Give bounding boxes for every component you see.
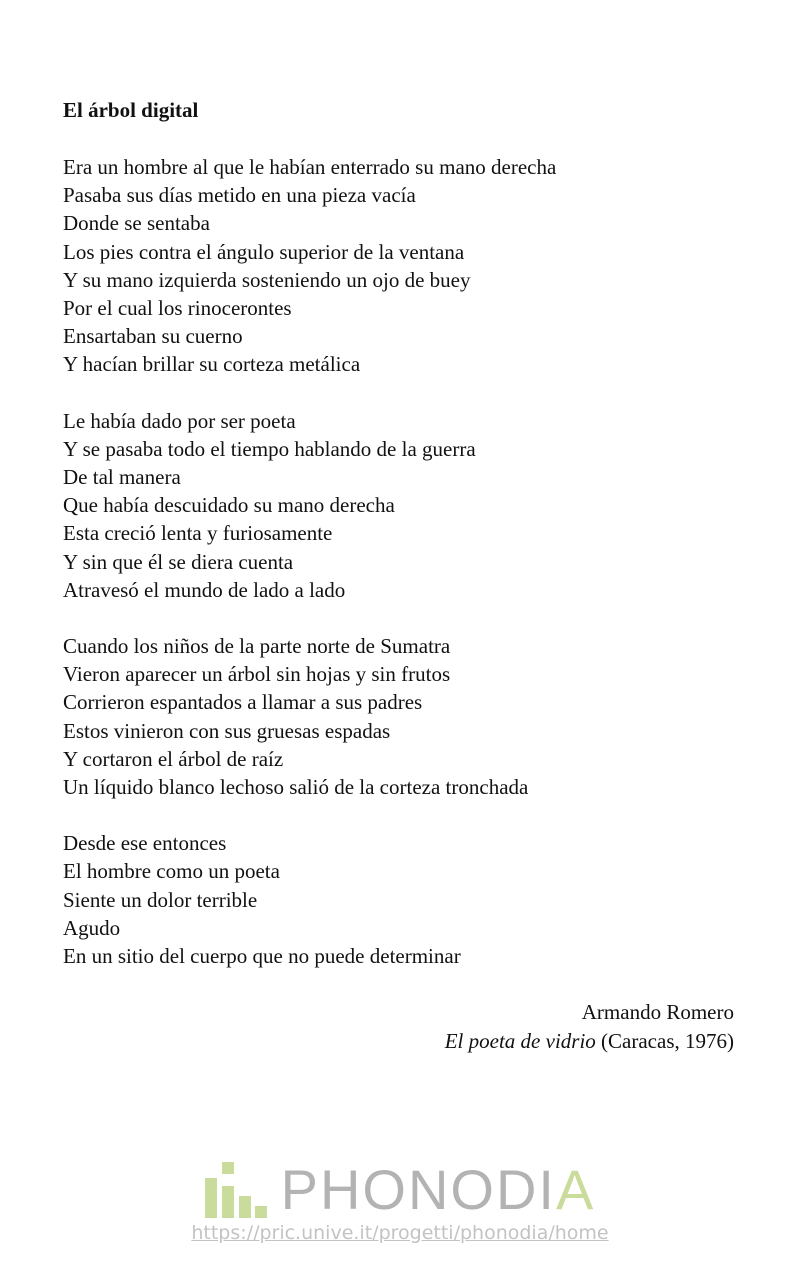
stanza-3 xyxy=(63,632,743,801)
poem-line: Un líquido blanco lechoso salió de la corteza tronchada xyxy=(63,775,529,800)
logo-wordmark xyxy=(281,1160,596,1220)
poem-line: Donde se sentaba xyxy=(63,211,210,236)
poem-line: Cuando los niños de la parte norte de Sumatra xyxy=(63,634,451,659)
footer xyxy=(0,1160,800,1246)
source-citation xyxy=(445,1027,734,1056)
author-name: Armando Romero xyxy=(581,1000,734,1024)
attribution xyxy=(445,998,734,1056)
logo-text-accent: A xyxy=(556,1158,596,1221)
phonodia-logo xyxy=(0,1160,800,1220)
poem-line: Que había descuidado su mano derecha xyxy=(63,493,395,518)
book-details: (Caracas, 1976) xyxy=(601,1029,734,1053)
poem-line: Desde ese entonces xyxy=(63,831,227,856)
stanza-2 xyxy=(63,407,743,604)
poem-line: Y cortaron el árbol de raíz xyxy=(63,746,284,771)
poem-line: Y hacían brillar su corteza metálica xyxy=(63,352,361,377)
poem-body xyxy=(63,153,743,998)
poem-line: Y su mano izquierda sosteniendo un ojo de buey xyxy=(63,267,471,292)
poem-line: De tal manera xyxy=(63,465,181,490)
poem-line: El hombre como un poeta xyxy=(63,859,280,884)
poem-line: Era un hombre al que le habían enterrado su mano derecha xyxy=(63,155,557,179)
poem-line: Corrieron espantados a llamar a sus padres xyxy=(63,690,423,715)
poem-line: Y se pasaba todo el tiempo hablando de la guerra xyxy=(63,436,476,461)
stanza-1 xyxy=(63,153,743,379)
stanza-4 xyxy=(63,829,743,970)
poem-line: Le había dado por ser poeta xyxy=(63,408,296,433)
poem-line: Pasaba sus días metido en una pieza vacía xyxy=(63,183,416,208)
poem-title: El árbol digital xyxy=(63,98,199,122)
footer-url-link[interactable]: https://pric.unive.it/progetti/phonodia/home xyxy=(191,1222,609,1244)
poem-line: Ensartaban su cuerno xyxy=(63,324,243,349)
poem-line: Agudo xyxy=(63,915,121,940)
poem-line: En un sitio del cuerpo que no puede determinar xyxy=(63,944,461,969)
poem-line: Los pies contra el ángulo superior de la ventana xyxy=(63,239,465,264)
poem-line: Esta creció lenta y furiosamente xyxy=(63,521,333,546)
poem-line: Por el cual los rinocerontes xyxy=(63,296,292,321)
poem-line: Y sin que él se diera cuenta xyxy=(63,549,294,574)
poem-line: Siente un dolor terrible xyxy=(63,887,258,912)
poem-line: Vieron aparecer un árbol sin hojas y sin frutos xyxy=(63,662,451,687)
logo-text-main: PHONODI xyxy=(280,1158,556,1221)
poem-line: Atravesó el mundo de lado a lado xyxy=(63,577,346,602)
poem-line: Estos vinieron con sus gruesas espadas xyxy=(63,718,391,743)
bar-chart-icon xyxy=(205,1162,267,1218)
book-title: El poeta de vidrio xyxy=(444,1029,596,1053)
